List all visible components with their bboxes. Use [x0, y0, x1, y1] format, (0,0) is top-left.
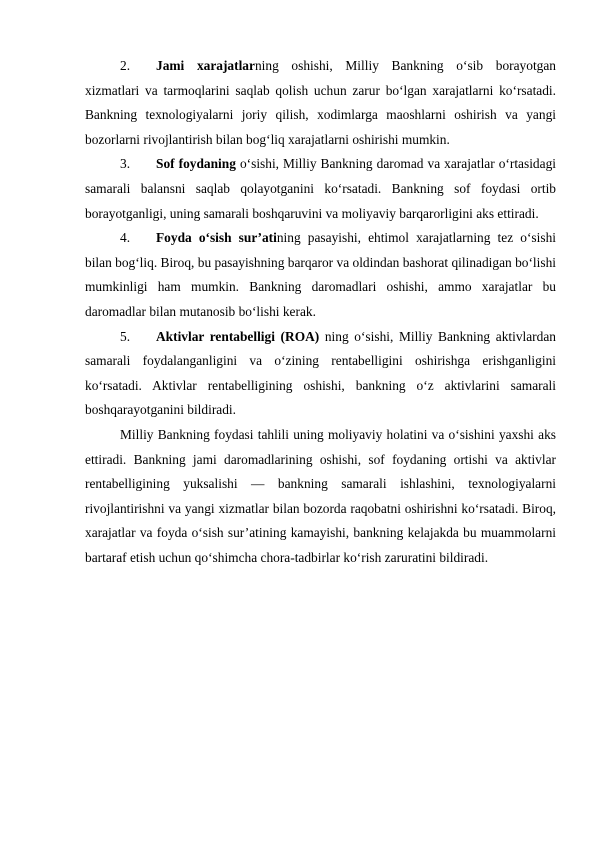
item-text: ning pasayishi, ehtimol xarajatlarning tez o‘sishi bilan bog‘liq. Biroq, bu pasayishning barqaror va oldindan bashorat qilinadigan bo‘lishi mumkinligi ham mumkin. Bankning daromadlari oshishi, ammo xarajatlar bu daromadlar bilan mutanosib bo‘lishi kerak. [85, 230, 556, 319]
conclusion-paragraph: Milliy Bankning foydasi tahlili uning moliyaviy holatini va o‘sishini yaxshi aks ettiradi. Bankning jami daromadlarining oshishi, sof foydaning ortishi va aktivlar rentabelligining yuksalishi — bankning samarali ishlashini, texnologiyalarni rivojlantirishni va yangi xizmatlar bilan bozorda raqobatni oshirishni ko‘rsatadi. Biroq, xarajatlar va foyda o‘sish sur’atining kamayishi, bankning kelajakda bu muammolarni bartaraf etish uchun qo‘shimcha chora-tadbirlar ko‘rish zaruratini bildiradi. [85, 426, 556, 565]
list-item [85, 54, 556, 152]
item-term: Jami xarajatlar [156, 58, 255, 73]
item-text: o‘sishi, Milliy Bankning daromad va xarajatlar o‘rtasidagi samarali balansni saqlab qolayotganini ko‘rsatadi. Bankning sof foydasi ortib borayotganligi, uning samarali boshqaruvini va moliyaviy barqarorligini aks ettiradi. [85, 156, 556, 221]
item-text: ning o‘sishi, Milliy Bankning aktivlardan samarali foydalanganligini va o‘zining rentabelligini oshirishga erishganligini ko‘rsatadi. Aktivlar rentabelligining oshishi, bankning o‘z aktivlarini samarali boshqarayotganini bildiradi. [85, 328, 556, 418]
item-number: 3. [120, 156, 131, 172]
item-text: ning oshishi, Milliy Bankning o‘sib borayotgan xizmatlari va tarmoqlarini saqlab qolish uchun zarur bo‘lgan xarajatlarni ko‘rsatadi. Bankning texnologiyalarni joriy qilish, xodimlarga maoshlarni oshirish va yangi bozorlarni rivojlantirish bilan bog‘liq xarajatlarni oshirishi mumkin. [85, 58, 556, 147]
item-term: Aktivlar rentabelligi (ROA) [156, 328, 320, 344]
document-page [85, 54, 556, 570]
item-number: 5. [120, 328, 131, 344]
item-number: 4. [120, 230, 131, 246]
item-term: Foyda o‘sish sur’ati [156, 230, 277, 246]
list-item [85, 152, 556, 226]
item-term: Sof foydaning [156, 156, 236, 172]
item-number: 2. [120, 58, 131, 73]
list-item [85, 325, 556, 423]
list-item [85, 226, 556, 324]
